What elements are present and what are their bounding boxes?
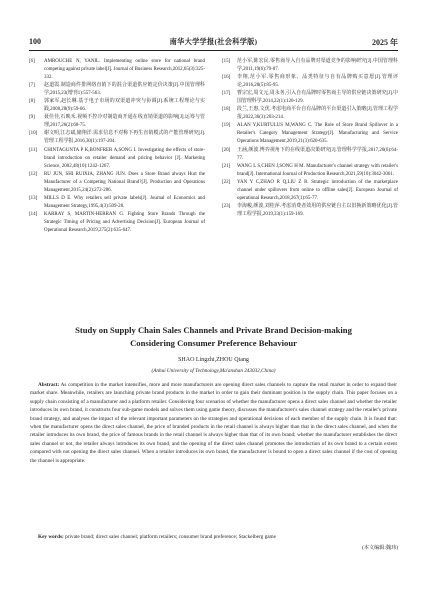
reference-text: 谢文明,江志斌,储翔洋.需求信息不对称下再生直销模式的产能管理研究[J].管理工程学报,2016,30(1):197-204. [44, 131, 205, 145]
reference-item [222, 74, 398, 90]
reference-column-right [222, 58, 398, 219]
reference-item [222, 122, 398, 146]
reference-number: [8] [29, 99, 35, 105]
reference-item [29, 58, 205, 82]
reference-item [29, 82, 205, 98]
reference-number: [18] [222, 107, 231, 113]
reference-number: [19] [222, 123, 231, 129]
reference-text: CHINTAGUNTA P K,BONFRER A,SONG I. Investigating the effects of store-brand introduction on retailer demand and pricing behavior [J]. Marketing Science, 2002,48(10):1242-1267. [44, 147, 205, 169]
reference-number: [20] [222, 147, 231, 153]
reference-item [29, 98, 205, 114]
keywords [30, 533, 397, 541]
reference-number: [6] [29, 59, 35, 64]
reference-text: 李海峻,颜波,刘桂萍.考虑消费者效用的供应链自主以旧换新策略优化[J].管理工程学报,2019,33(1):159-169. [237, 203, 398, 217]
abstract [30, 381, 397, 465]
reference-number: [7] [29, 83, 35, 89]
journal-name: 南华大学学报(社会科学版) [169, 38, 258, 46]
article-title [20, 324, 407, 349]
reference-text: AMROUCHE N, YANIL. Implementing online store for national brand competing against private label[J]. Journal of Business Research,2012,65(3):325-332. [44, 59, 205, 81]
reference-text: 范小军,陈宏民.零售商导入自有品牌对渠道竞争的影响研究[J].中国管理科学,2011,19(6):79-87. [237, 59, 398, 73]
reference-number: [10] [29, 131, 38, 137]
reference-number: [11] [29, 147, 38, 153]
reference-text: KARRAY S, MARTIN-HERRAN G. Fighting Store Brands Through the Strategic Timing of Pricing and Advertising Decision[J]. European Journal of Operational Research,2019,275(2):635-647. [44, 211, 205, 233]
reference-number: [14] [29, 211, 38, 217]
reference-text: 郭家军,赵长琳.基于电子市场的双渠道冲突与协调[J].系统工程理论与实践,2008,28(9):59-66. [44, 99, 205, 113]
reference-column-left [29, 58, 205, 235]
reference-text: RU JUN, SHI RUIXIA, ZHANG JUN. Does a Store Brand always Hurt the Manufacturer of a Competing National Brand?[J]. Production and Operations Management,2015,24(2):272-286. [44, 171, 205, 193]
reference-text: 李翔,范小军.零售商形象、品类特征与自有品牌购买意愿[J].管理评论,2016,28(5):85-95. [237, 75, 398, 89]
reference-item [222, 106, 398, 122]
article-authors: SHAO Lingzhi,ZHOU Qiang [178, 357, 249, 363]
reference-item [222, 163, 398, 179]
editor-note: (本文编辑:魏玮) [361, 545, 398, 551]
reference-item [222, 203, 398, 219]
reference-number: [21] [222, 163, 231, 169]
reference-number: [12] [29, 171, 38, 177]
article-title-line: Considering Consumer Preference Behaviour [130, 337, 297, 348]
reference-text: 王涵,颜波.博弈视角下的在线渠道决策研究[J].管理科学学报,2017,20(6):64-77. [237, 147, 398, 161]
page-header [29, 37, 398, 50]
reference-number: [23] [222, 203, 231, 209]
reference-item [29, 195, 205, 211]
reference-item [29, 211, 205, 235]
reference-item [222, 179, 398, 203]
reference-item [29, 114, 205, 130]
reference-number: [16] [222, 75, 231, 81]
abstract-text: As competition in the market intensifies, more and more manufacturers are opening direct sales channels to capture the retail market in order to expand their market share. Meanwhile, retailers are launching private brand products in the market in order to gain their dominant position in the supply chain. This paper focuses on a supply chain consisting of a manufacturer and a platform retailer. Considering four scenarios of whether the manufacturer opens a direct sales channel and whether the retailer introduces its own brand, it constructs four sub-game models and solves them using game theory, discusses the manufacturer's sales channel strategy and the retailer's private brand strategy, and analyses the impact of the relevant important parameters on the strategies and operational decisions of each member of the supply chain. It is found that: when the manufacturer opens the direct sales channel, the price of branded products in the retail channel is always higher than that in the direct sales channel, and when the retailer introduces its own brand, the price of famous brands in the retail channel is always higher than that of its own brand; whether the manufacturer establishes the direct sales channel or not, the retailer always introduces its own brand, and the opening of the direct sales channel promotes the introduction of its own brand to a certain extent compared with not opening the direct sales channel. When a retailer introduces its own brand, the manufacturer is bound to open a direct sales channel if the cost of opening the channel is appropriate. [30, 382, 397, 464]
reference-text: 曹宗宏,周文元,周永务,引入自有品牌时零售商主导的供应链决策研究[J].中国管理科学,2014,22(1):120-129. [237, 91, 398, 105]
reference-number: [15] [222, 59, 231, 64]
reference-item [29, 130, 205, 146]
header-rule [29, 50, 398, 51]
reference-item [222, 58, 398, 74]
reference-number: [22] [222, 179, 231, 185]
reference-text: 聂佳佳,石映禾.视频不控冷对制造商开通在线直销渠道的影响[J].运筹与管理,2017,26(2):68-75. [44, 115, 205, 129]
reference-number: [17] [222, 91, 231, 97]
reference-text: MILLS D E. Why retailers sell private labels[J]. Journal of Economics and Management Strategy,1995,4(3):509-28. [44, 195, 205, 209]
reference-item [29, 171, 205, 195]
reference-number: [13] [29, 195, 38, 201]
keywords-label: Key words: [38, 534, 64, 540]
reference-item [29, 147, 205, 171]
reference-text: YAN Y C,ZHAO R Q,LIU Z B. Strategic introduction of the marketplace channel under spillovers from online to offline sales[J]. European Journal of operational Research,2018,267(1):65-77. [237, 179, 398, 201]
reference-number: [9] [29, 115, 35, 121]
reference-text: WANG L S,CHEN J,SONG H M. Manufacturer's channel strategy with retailer's brand[J]. International Journal of Production Research,2021,59(10):3042-3061. [237, 163, 398, 177]
article-title-line: Study on Supply Chain Sales Channels and Private Brand Decision-making [75, 325, 352, 335]
reference-text: 段兰,王惠,文优.考虑电商平台自有品牌的平台渠道引入策略[J].管理工程学报,2022,36(3):203-214. [237, 107, 398, 121]
article-affiliation: (Anhui University of Technology,Ma'anshan 243032,China) [151, 368, 276, 374]
reference-text: 赵道霞.制造商件排网络直销下的混合渠道供应链定价决策[J].中国管理科学,2015,23(增刊1):557-563. [44, 83, 205, 97]
reference-item [222, 147, 398, 163]
page-number: 100 [29, 37, 41, 46]
keywords-text: private brand; direct sales channel; platform retailers; consumer brand preference; Stackelberg game [65, 534, 276, 540]
reference-item [222, 90, 398, 106]
abstract-label: Abstract: [38, 382, 60, 388]
reference-text: ALAN Y,KURTULUS M,WANG C. The Role of Store Brand Spillover in a Retailer's Category Management Strategy[J]. Manufacturing and Service Operations Management,2019,21(3):620-635. [237, 123, 398, 145]
issue-year: 2025 年 [372, 38, 398, 47]
